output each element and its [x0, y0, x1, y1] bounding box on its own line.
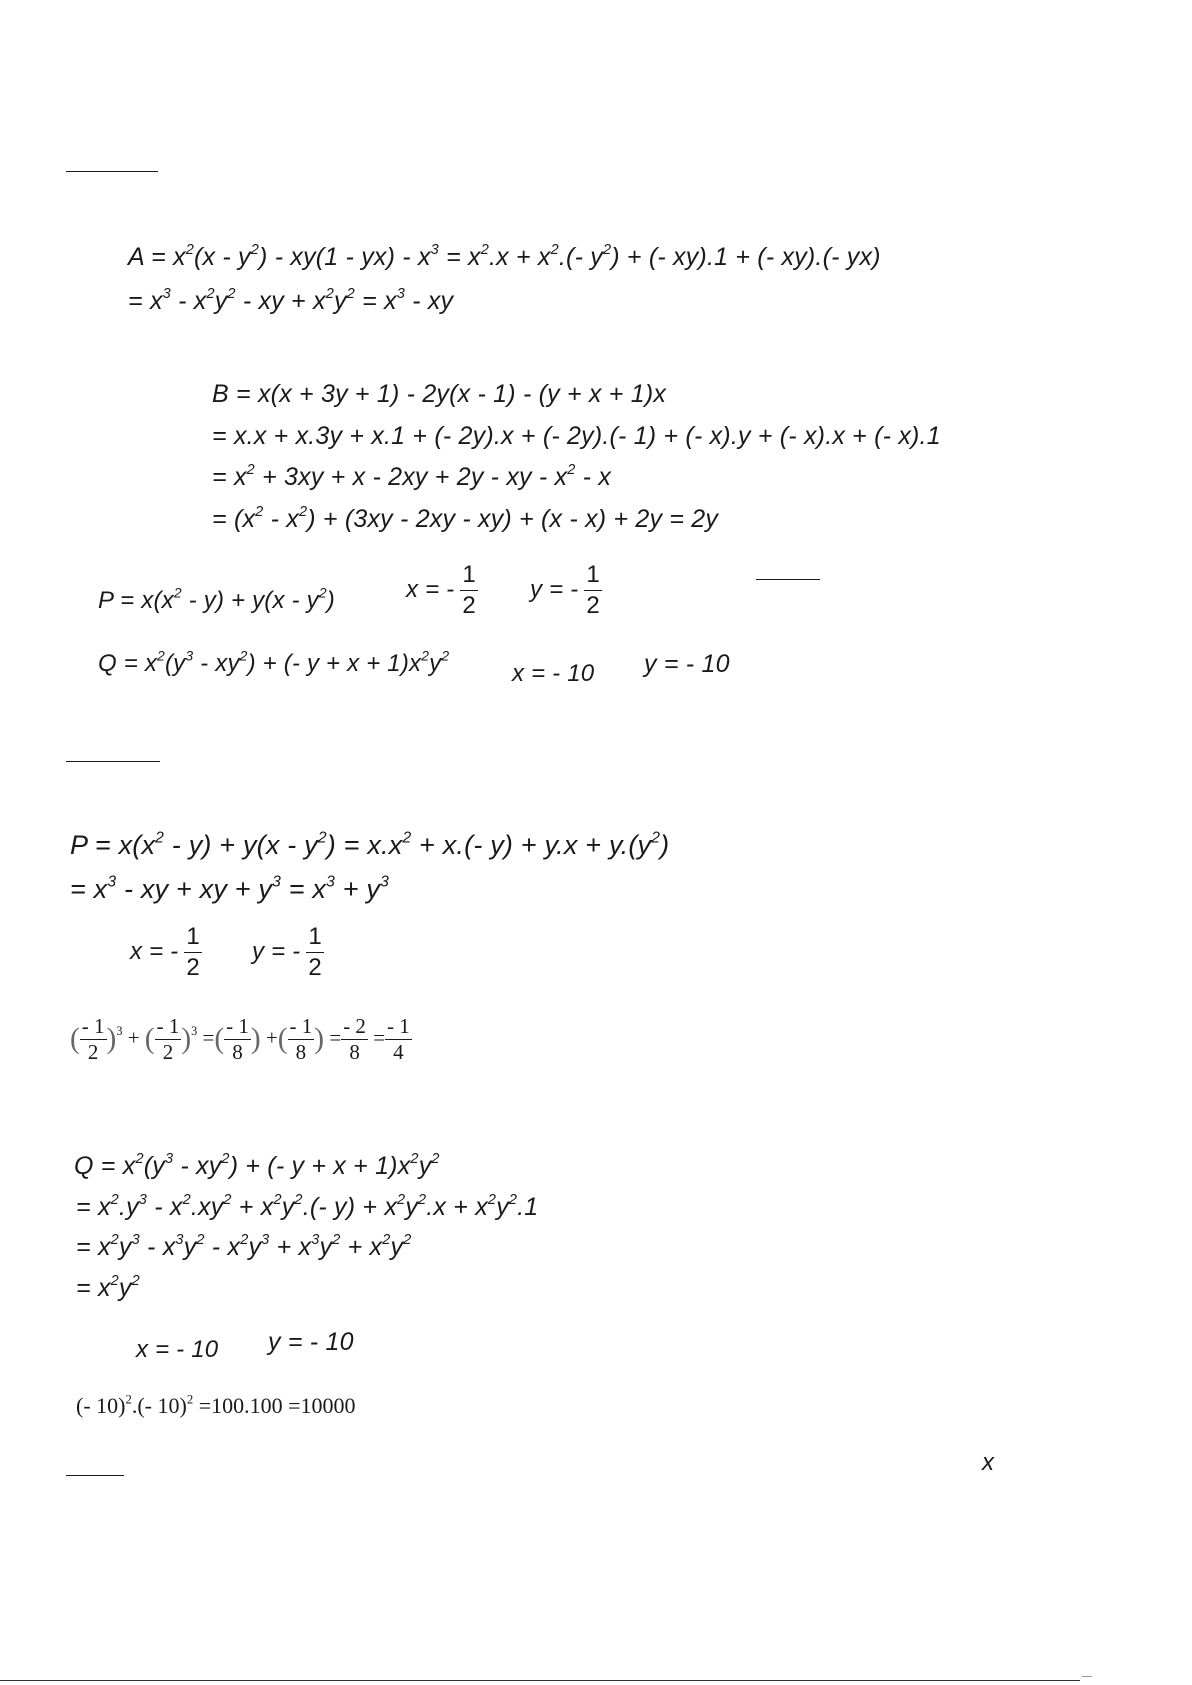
inline-underline [756, 579, 820, 580]
heading-underline-1 [66, 171, 158, 172]
equation-a-line-1: $A = x^2(x - y^2) - xy(1 - yx) - x^3 = x^2.x + x^2.(-$ $y^2$) + (- xy).1 + (- xy).(- yx) [128, 242, 881, 271]
solution-p-calculation: ( $\frac{- 1}{2}$ )$^3$ + ( $\frac{- 1}{2}$ )$^3$ =( $\frac{- 1}{8}$ ) +( $\frac{- 1}{8}$ ) = $\frac{- 2}{8}$ = $\frac{- 1}{4}$ [70, 1014, 410, 1064]
page-bottom-border [0, 1680, 1080, 1681]
q-y-value: y = - 10 [644, 650, 730, 678]
page-corner-mark [1082, 1676, 1092, 1682]
solution-q-line-1: $Q = x^2(y^3 - xy^2)$ + (- $y + x + 1)x^2y^2$ [74, 1151, 440, 1180]
equation-b-line-4: = $(x^2 - x^2) + (3xy - 2xy - xy) + (x - x) + 2y = 2y$ [212, 504, 719, 533]
p-x-value: x = - $\frac{1}{2}$ [406, 561, 476, 619]
equation-b-line-1: B = x(x + 3y + 1) - 2y(x - 1) - (y + x + 1)x [212, 380, 667, 408]
equation-b-line-2: = x.x + x.3y + x.1 + (- 2y).x + (- 2y).(- 1) + (- x).y + (- x).x + (- x).1 [212, 422, 941, 450]
solution-q-y-value: y = - 10 [268, 1328, 354, 1356]
stray-variable: x [982, 1449, 995, 1476]
equation-b-line-3: = $x^2 + 3xy + x - 2xy + 2y$ - xy - $x^2$ - x [212, 462, 612, 491]
equation-p-definition: $P = x(x^2 - y) + y(x - y^2)$ [98, 584, 335, 614]
q-x-value: x = - 10 [512, 660, 595, 687]
heading-underline-2 [66, 761, 160, 762]
equation-a-line-2: = $x^3 - x^2y^2$ - xy + $x^2y^2 = x^3$ - xy [128, 286, 454, 315]
solution-q-x-value: x = - 10 [136, 1336, 219, 1363]
equation-q-definition: $Q = x^2(y^3 - xy^2)$ + (- $y + x + 1)x^2y^2$ [98, 647, 450, 677]
solution-q-line-3: = $x^2y^3 - x^3y^2 - x^2y^3 + x^3y^2 + x^2y^2$ [76, 1232, 412, 1261]
heading-underline-3 [66, 1475, 124, 1476]
solution-q-line-2: = $x^2.y^3 - x^2.xy^2 + x^2y^2.(-$ $y) + x^2y^2.x + x^2y^2.1$ [76, 1192, 539, 1221]
solution-p-x-value: x = - $\frac{1}{2}$ [130, 923, 200, 981]
solution-p-line-2: = $x^3$ - xy + xy + $y^3 = x^3 + y^3$ [70, 873, 390, 904]
solution-q-calculation: (- 10)$^2$.(- 10)$^2$ =100.100 =10000 [76, 1392, 356, 1418]
p-y-value: y = - $\frac{1}{2}$ [530, 561, 600, 619]
solution-p-y-value: y = - $\frac{1}{2}$ [252, 923, 322, 981]
solution-q-line-4: = $x^2y^2$ [76, 1273, 140, 1302]
solution-p-line-1: $P = x(x^2 - y) + y(x - y^2) = x.x^2 + x.(-$ $y) + y.x + y.(y^2)$ [70, 829, 670, 860]
